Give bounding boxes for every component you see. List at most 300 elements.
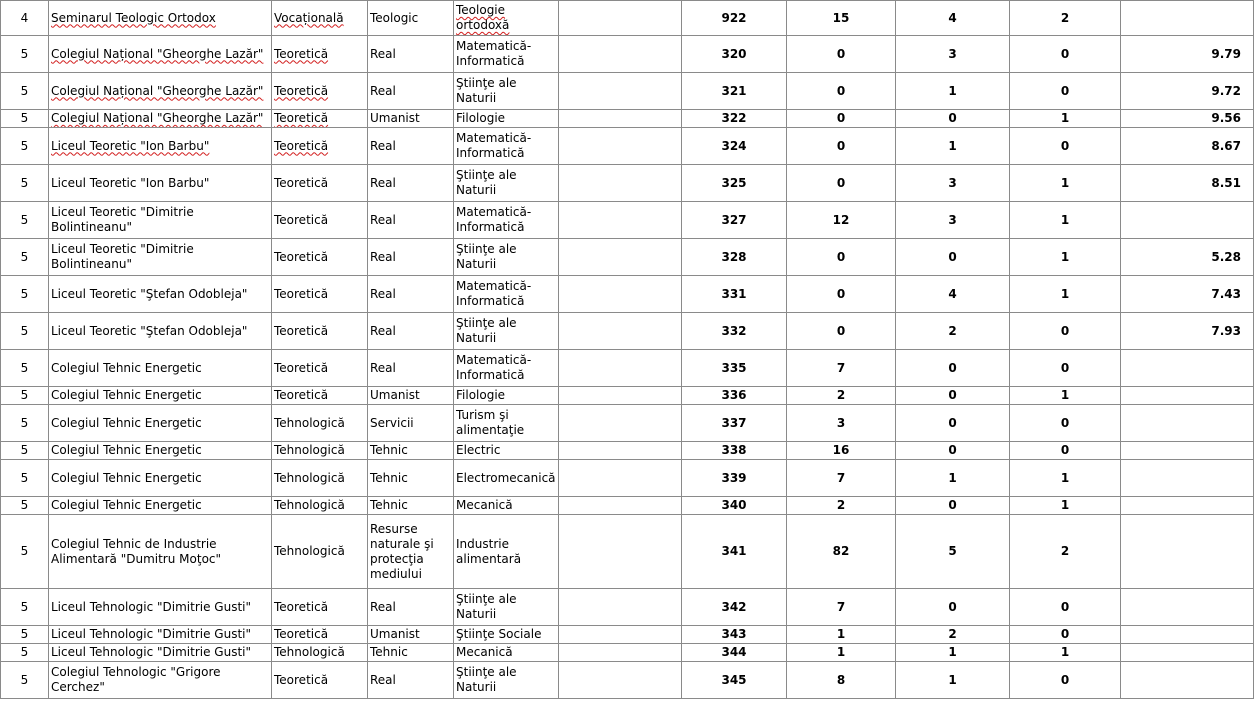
- cell-profil[interactable]: [368, 589, 454, 626]
- cell-nr-text: 5: [20, 83, 29, 98]
- cell-value-3[interactable]: [1010, 36, 1121, 73]
- cell-school[interactable]: [49, 387, 272, 405]
- cell-empty[interactable]: [559, 202, 682, 239]
- cell-grade[interactable]: [1121, 276, 1254, 313]
- cell-value-3[interactable]: [1010, 626, 1121, 644]
- cell-specializare[interactable]: [454, 497, 559, 515]
- cell-cod[interactable]: [682, 515, 787, 589]
- cell-grade[interactable]: [1121, 405, 1254, 442]
- cell-grade-text: 7.43: [1211, 286, 1241, 301]
- cell-specializare-text: Electromecanică: [456, 470, 556, 485]
- cell-value-2-text: 0: [948, 249, 957, 264]
- cell-school[interactable]: [49, 239, 272, 276]
- cell-filiera[interactable]: [272, 165, 368, 202]
- cell-value-3-text: 0: [1060, 323, 1070, 338]
- cell-value-1[interactable]: [787, 36, 896, 73]
- cell-value-2[interactable]: [896, 128, 1010, 165]
- cell-filiera-text: Teoretică: [274, 212, 329, 227]
- cell-profil[interactable]: [368, 239, 454, 276]
- cell-value-2[interactable]: [896, 350, 1010, 387]
- cell-profil[interactable]: [368, 313, 454, 350]
- cell-value-1[interactable]: [787, 515, 896, 589]
- cell-specializare[interactable]: [454, 1, 559, 36]
- cell-specializare-text: Ştiinţe Sociale: [456, 627, 542, 641]
- cell-cod-text: 337: [721, 415, 747, 430]
- cell-empty[interactable]: [559, 165, 682, 202]
- cell-filiera[interactable]: [272, 110, 368, 128]
- cell-school[interactable]: [49, 626, 272, 644]
- cell-cod[interactable]: [682, 1, 787, 36]
- cell-school[interactable]: [49, 405, 272, 442]
- cell-cod[interactable]: [682, 239, 787, 276]
- cell-filiera[interactable]: [272, 662, 368, 699]
- cell-empty[interactable]: [559, 73, 682, 110]
- cell-profil-text: Tehnic: [370, 645, 408, 659]
- cell-grade[interactable]: [1121, 350, 1254, 387]
- cell-grade[interactable]: [1121, 239, 1254, 276]
- cell-value-3[interactable]: [1010, 405, 1121, 442]
- cell-cod[interactable]: [682, 276, 787, 313]
- cell-value-2[interactable]: [896, 276, 1010, 313]
- cell-value-1[interactable]: [787, 405, 896, 442]
- cell-profil[interactable]: [368, 165, 454, 202]
- cell-profil[interactable]: [368, 36, 454, 73]
- cell-grade[interactable]: [1121, 460, 1254, 497]
- cell-cod[interactable]: [682, 165, 787, 202]
- cell-nr[interactable]: [1, 350, 49, 387]
- cell-filiera[interactable]: [272, 387, 368, 405]
- cell-profil[interactable]: [368, 460, 454, 497]
- cell-nr[interactable]: [1, 202, 49, 239]
- cell-filiera[interactable]: [272, 276, 368, 313]
- cell-value-1[interactable]: [787, 644, 896, 662]
- cell-value-3[interactable]: [1010, 662, 1121, 699]
- cell-value-2[interactable]: [896, 239, 1010, 276]
- cell-value-2-text: 1: [948, 470, 957, 485]
- cell-school[interactable]: [49, 202, 272, 239]
- cell-value-2[interactable]: [896, 644, 1010, 662]
- cell-grade-text: 5.28: [1211, 249, 1241, 264]
- cell-cod[interactable]: [682, 313, 787, 350]
- cell-filiera[interactable]: [272, 313, 368, 350]
- cell-filiera-text: Teoretică: [274, 249, 329, 264]
- cell-specializare-text: Filologie: [456, 388, 506, 402]
- cell-value-1-text: 7: [836, 360, 846, 375]
- cell-empty[interactable]: [559, 442, 682, 460]
- cell-specializare[interactable]: [454, 239, 559, 276]
- cell-value-3-text: 1: [1060, 498, 1070, 512]
- cell-value-3[interactable]: [1010, 239, 1121, 276]
- cell-value-2[interactable]: [896, 662, 1010, 699]
- cell-profil[interactable]: [368, 387, 454, 405]
- cell-nr[interactable]: [1, 165, 49, 202]
- cell-school[interactable]: [49, 313, 272, 350]
- cell-cod[interactable]: [682, 202, 787, 239]
- cell-nr[interactable]: [1, 1, 49, 36]
- cell-value-1[interactable]: [787, 313, 896, 350]
- cell-school[interactable]: [49, 515, 272, 589]
- cell-profil[interactable]: [368, 497, 454, 515]
- cell-empty[interactable]: [559, 387, 682, 405]
- cell-value-2[interactable]: [896, 110, 1010, 128]
- cell-filiera[interactable]: [272, 497, 368, 515]
- cell-specializare[interactable]: [454, 110, 559, 128]
- cell-cod[interactable]: [682, 497, 787, 515]
- cell-value-3[interactable]: [1010, 165, 1121, 202]
- cell-school-text: Colegiul Tehnic Energetic: [51, 360, 202, 375]
- cell-filiera[interactable]: [272, 589, 368, 626]
- cell-nr-text: 5: [20, 175, 29, 190]
- table-row: [1, 313, 1254, 350]
- cell-nr[interactable]: [1, 73, 49, 110]
- cell-cod[interactable]: [682, 626, 787, 644]
- cell-specializare[interactable]: [454, 515, 559, 589]
- cell-value-2[interactable]: [896, 515, 1010, 589]
- cell-value-2[interactable]: [896, 313, 1010, 350]
- cell-school[interactable]: [49, 110, 272, 128]
- cell-profil[interactable]: [368, 350, 454, 387]
- cell-filiera[interactable]: [272, 128, 368, 165]
- cell-school[interactable]: [49, 662, 272, 699]
- cell-value-1[interactable]: [787, 350, 896, 387]
- cell-cod-text: 327: [721, 212, 747, 227]
- cell-value-3-text: 0: [1060, 443, 1070, 457]
- cell-value-1[interactable]: [787, 202, 896, 239]
- cell-value-1-text: 3: [836, 415, 846, 430]
- cell-specializare[interactable]: [454, 128, 559, 165]
- cell-value-1-text: 2: [836, 498, 846, 512]
- cell-nr[interactable]: [1, 460, 49, 497]
- cell-filiera-text: Teoretică: [274, 83, 329, 98]
- cell-empty[interactable]: [559, 497, 682, 515]
- cell-value-3[interactable]: [1010, 589, 1121, 626]
- cell-specializare[interactable]: [454, 73, 559, 110]
- cell-school[interactable]: [49, 276, 272, 313]
- cell-filiera[interactable]: [272, 515, 368, 589]
- cell-value-2-text: 0: [948, 443, 957, 457]
- cell-filiera[interactable]: [272, 36, 368, 73]
- cell-empty[interactable]: [559, 515, 682, 589]
- cell-specializare[interactable]: [454, 202, 559, 239]
- cell-value-1-text: 0: [836, 323, 846, 338]
- cell-profil[interactable]: [368, 73, 454, 110]
- table-row: [1, 1, 1254, 36]
- cell-empty[interactable]: [559, 644, 682, 662]
- table-row: [1, 515, 1254, 589]
- cell-filiera-text: Tehnologică: [274, 415, 345, 430]
- cell-value-3-text: 2: [1060, 544, 1070, 558]
- cell-profil[interactable]: [368, 1, 454, 36]
- cell-empty[interactable]: [559, 276, 682, 313]
- cell-grade[interactable]: [1121, 515, 1254, 589]
- cell-cod[interactable]: [682, 460, 787, 497]
- cell-nr-text: 5: [20, 388, 29, 402]
- cell-value-1-text: 7: [836, 599, 846, 614]
- cell-cod[interactable]: [682, 350, 787, 387]
- cell-nr-text: 5: [20, 498, 29, 512]
- cell-nr[interactable]: [1, 515, 49, 589]
- cell-value-3[interactable]: [1010, 350, 1121, 387]
- cell-empty[interactable]: [559, 1, 682, 36]
- cell-value-1[interactable]: [787, 1, 896, 36]
- cell-grade-text: 8.51: [1211, 175, 1241, 190]
- cell-specializare[interactable]: [454, 460, 559, 497]
- cell-cod[interactable]: [682, 36, 787, 73]
- cell-cod-text: 340: [721, 498, 747, 512]
- cell-empty[interactable]: [559, 36, 682, 73]
- cell-specializare[interactable]: [454, 589, 559, 626]
- cell-value-2[interactable]: [896, 460, 1010, 497]
- cell-nr[interactable]: [1, 313, 49, 350]
- cell-profil[interactable]: [368, 626, 454, 644]
- cell-filiera-text: Teoretică: [274, 388, 329, 402]
- cell-profil-text: Real: [370, 672, 396, 687]
- cell-cod[interactable]: [682, 644, 787, 662]
- cell-value-1[interactable]: [787, 387, 896, 405]
- cell-profil[interactable]: [368, 128, 454, 165]
- cell-filiera[interactable]: [272, 644, 368, 662]
- cell-specializare[interactable]: [454, 626, 559, 644]
- cell-specializare[interactable]: [454, 276, 559, 313]
- cell-value-3[interactable]: [1010, 313, 1121, 350]
- cell-grade[interactable]: [1121, 36, 1254, 73]
- cell-filiera[interactable]: [272, 460, 368, 497]
- cell-value-3[interactable]: [1010, 497, 1121, 515]
- cell-school[interactable]: [49, 442, 272, 460]
- cell-grade[interactable]: [1121, 313, 1254, 350]
- cell-empty[interactable]: [559, 626, 682, 644]
- cell-profil[interactable]: [368, 110, 454, 128]
- cell-grade[interactable]: [1121, 644, 1254, 662]
- cell-nr[interactable]: [1, 497, 49, 515]
- cell-value-3[interactable]: [1010, 110, 1121, 128]
- cell-specializare[interactable]: [454, 165, 559, 202]
- cell-nr[interactable]: [1, 128, 49, 165]
- cell-filiera[interactable]: [272, 1, 368, 36]
- cell-value-1[interactable]: [787, 73, 896, 110]
- cell-profil[interactable]: [368, 662, 454, 699]
- cell-nr[interactable]: [1, 626, 49, 644]
- cell-filiera[interactable]: [272, 405, 368, 442]
- cell-empty[interactable]: [559, 313, 682, 350]
- cell-empty[interactable]: [559, 350, 682, 387]
- cell-school-text: Liceul Teoretic "Ion Barbu": [51, 138, 210, 153]
- cell-specializare[interactable]: [454, 405, 559, 442]
- cell-profil[interactable]: [368, 405, 454, 442]
- cell-cod[interactable]: [682, 387, 787, 405]
- cell-filiera[interactable]: [272, 626, 368, 644]
- cell-value-3[interactable]: [1010, 202, 1121, 239]
- cell-value-1[interactable]: [787, 239, 896, 276]
- cell-grade[interactable]: [1121, 73, 1254, 110]
- cell-value-2[interactable]: [896, 442, 1010, 460]
- cell-profil-text: Umanist: [370, 388, 420, 402]
- cell-school-text: Liceul Teoretic "Ion Barbu": [51, 175, 210, 190]
- cell-school-text: Colegiul Tehnic de Industrie Alimentară "Dumitru Moţoc": [51, 536, 222, 566]
- cell-filiera[interactable]: [272, 73, 368, 110]
- cell-grade[interactable]: [1121, 165, 1254, 202]
- cell-cod[interactable]: [682, 128, 787, 165]
- table-row: [1, 387, 1254, 405]
- cell-filiera[interactable]: [272, 442, 368, 460]
- cell-school[interactable]: [49, 460, 272, 497]
- cell-specializare[interactable]: [454, 662, 559, 699]
- cell-value-2[interactable]: [896, 1, 1010, 36]
- cell-grade[interactable]: [1121, 387, 1254, 405]
- cell-specializare[interactable]: [454, 442, 559, 460]
- cell-value-3[interactable]: [1010, 644, 1121, 662]
- cell-value-2[interactable]: [896, 589, 1010, 626]
- cell-profil[interactable]: [368, 515, 454, 589]
- cell-value-3-text: 1: [1060, 286, 1070, 301]
- cell-school[interactable]: [49, 350, 272, 387]
- cell-value-2[interactable]: [896, 626, 1010, 644]
- cell-grade[interactable]: [1121, 626, 1254, 644]
- cell-value-3[interactable]: [1010, 73, 1121, 110]
- cell-value-2[interactable]: [896, 73, 1010, 110]
- cell-value-2[interactable]: [896, 202, 1010, 239]
- cell-empty[interactable]: [559, 589, 682, 626]
- cell-grade[interactable]: [1121, 202, 1254, 239]
- cell-profil-text: Tehnic: [370, 443, 408, 457]
- cell-value-3-text: 1: [1060, 470, 1070, 485]
- cell-value-2[interactable]: [896, 497, 1010, 515]
- cell-nr[interactable]: [1, 239, 49, 276]
- cell-nr[interactable]: [1, 644, 49, 662]
- cell-school-text: Liceul Teoretic "Ştefan Odobleja": [51, 286, 248, 301]
- cell-value-1-text: 0: [836, 249, 846, 264]
- cell-profil[interactable]: [368, 442, 454, 460]
- cell-value-2-text: 2: [948, 323, 957, 338]
- cell-school[interactable]: [49, 73, 272, 110]
- cell-grade[interactable]: [1121, 1, 1254, 36]
- cell-value-1[interactable]: [787, 589, 896, 626]
- cell-value-1[interactable]: [787, 662, 896, 699]
- cell-cod-text: 335: [721, 360, 747, 375]
- cell-grade[interactable]: [1121, 128, 1254, 165]
- cell-value-2-text: 0: [948, 415, 957, 430]
- cell-nr[interactable]: [1, 387, 49, 405]
- cell-nr[interactable]: [1, 110, 49, 128]
- cell-value-3[interactable]: [1010, 515, 1121, 589]
- cell-value-1-text: 1: [836, 645, 846, 659]
- cell-school[interactable]: [49, 36, 272, 73]
- cell-specializare[interactable]: [454, 644, 559, 662]
- cell-value-1[interactable]: [787, 626, 896, 644]
- cell-value-1[interactable]: [787, 128, 896, 165]
- cell-school[interactable]: [49, 1, 272, 36]
- cell-value-2-text: 0: [948, 360, 957, 375]
- cell-value-3[interactable]: [1010, 460, 1121, 497]
- cell-school-text: Colegiul Național "Gheorghe Lazăr": [51, 111, 264, 125]
- cell-value-2[interactable]: [896, 165, 1010, 202]
- cell-value-3[interactable]: [1010, 1, 1121, 36]
- cell-empty[interactable]: [559, 110, 682, 128]
- cell-school[interactable]: [49, 128, 272, 165]
- cell-school-text: Colegiul Național "Gheorghe Lazăr": [51, 83, 264, 98]
- cell-nr[interactable]: [1, 276, 49, 313]
- cell-value-2-text: 5: [948, 544, 957, 558]
- cell-grade[interactable]: [1121, 110, 1254, 128]
- cell-value-2[interactable]: [896, 387, 1010, 405]
- cell-value-1[interactable]: [787, 165, 896, 202]
- cell-grade[interactable]: [1121, 442, 1254, 460]
- cell-value-1[interactable]: [787, 110, 896, 128]
- cell-value-3[interactable]: [1010, 387, 1121, 405]
- cell-nr[interactable]: [1, 36, 49, 73]
- cell-profil[interactable]: [368, 202, 454, 239]
- cell-cod[interactable]: [682, 662, 787, 699]
- cell-school[interactable]: [49, 497, 272, 515]
- cell-filiera[interactable]: [272, 239, 368, 276]
- cell-value-3[interactable]: [1010, 442, 1121, 460]
- cell-specializare[interactable]: [454, 36, 559, 73]
- cell-empty[interactable]: [559, 239, 682, 276]
- cell-cod[interactable]: [682, 405, 787, 442]
- cell-school[interactable]: [49, 165, 272, 202]
- cell-grade[interactable]: [1121, 589, 1254, 626]
- cell-empty[interactable]: [559, 662, 682, 699]
- cell-filiera-text: Teoretică: [274, 360, 329, 375]
- cell-filiera-text: Teoretică: [274, 323, 329, 338]
- cell-filiera-text: Teoretică: [274, 599, 329, 614]
- cell-school[interactable]: [49, 644, 272, 662]
- cell-profil-text: Umanist: [370, 627, 420, 641]
- cell-specializare[interactable]: [454, 387, 559, 405]
- cell-filiera-text: Teoretică: [274, 672, 329, 687]
- cell-specializare[interactable]: [454, 350, 559, 387]
- cell-filiera[interactable]: [272, 350, 368, 387]
- cell-nr[interactable]: [1, 405, 49, 442]
- cell-grade-text: 9.56: [1211, 111, 1241, 125]
- cell-nr[interactable]: [1, 442, 49, 460]
- cell-value-2[interactable]: [896, 405, 1010, 442]
- cell-value-3[interactable]: [1010, 276, 1121, 313]
- cell-specializare[interactable]: [454, 313, 559, 350]
- cell-grade[interactable]: [1121, 497, 1254, 515]
- cell-value-1[interactable]: [787, 460, 896, 497]
- cell-value-1[interactable]: [787, 442, 896, 460]
- cell-nr[interactable]: [1, 589, 49, 626]
- cell-filiera[interactable]: [272, 202, 368, 239]
- cell-value-3[interactable]: [1010, 128, 1121, 165]
- cell-filiera-text: Tehnologică: [274, 498, 345, 512]
- cell-value-1-text: 0: [836, 83, 846, 98]
- cell-specializare-text: Matematică-Informatică: [456, 131, 532, 160]
- cell-grade[interactable]: [1121, 662, 1254, 699]
- cell-empty[interactable]: [559, 405, 682, 442]
- cell-cod[interactable]: [682, 73, 787, 110]
- table-row: [1, 442, 1254, 460]
- cell-specializare-text: Ştiinţe ale Naturii: [456, 316, 517, 345]
- cell-profil[interactable]: [368, 644, 454, 662]
- cell-school[interactable]: [49, 589, 272, 626]
- cell-school-text: Liceul Teoretic "Dimitrie Bolintineanu": [51, 205, 194, 234]
- cell-value-1-text: 0: [836, 111, 846, 125]
- cell-empty[interactable]: [559, 128, 682, 165]
- cell-cod[interactable]: [682, 589, 787, 626]
- cell-value-1[interactable]: [787, 497, 896, 515]
- cell-empty[interactable]: [559, 460, 682, 497]
- cell-profil[interactable]: [368, 276, 454, 313]
- cell-value-1[interactable]: [787, 276, 896, 313]
- cell-school-text: Colegiul Tehnic Energetic: [51, 470, 202, 485]
- cell-nr[interactable]: [1, 662, 49, 699]
- cell-value-2[interactable]: [896, 36, 1010, 73]
- cell-cod-text: 321: [721, 83, 747, 98]
- cell-cod[interactable]: [682, 442, 787, 460]
- cell-cod[interactable]: [682, 110, 787, 128]
